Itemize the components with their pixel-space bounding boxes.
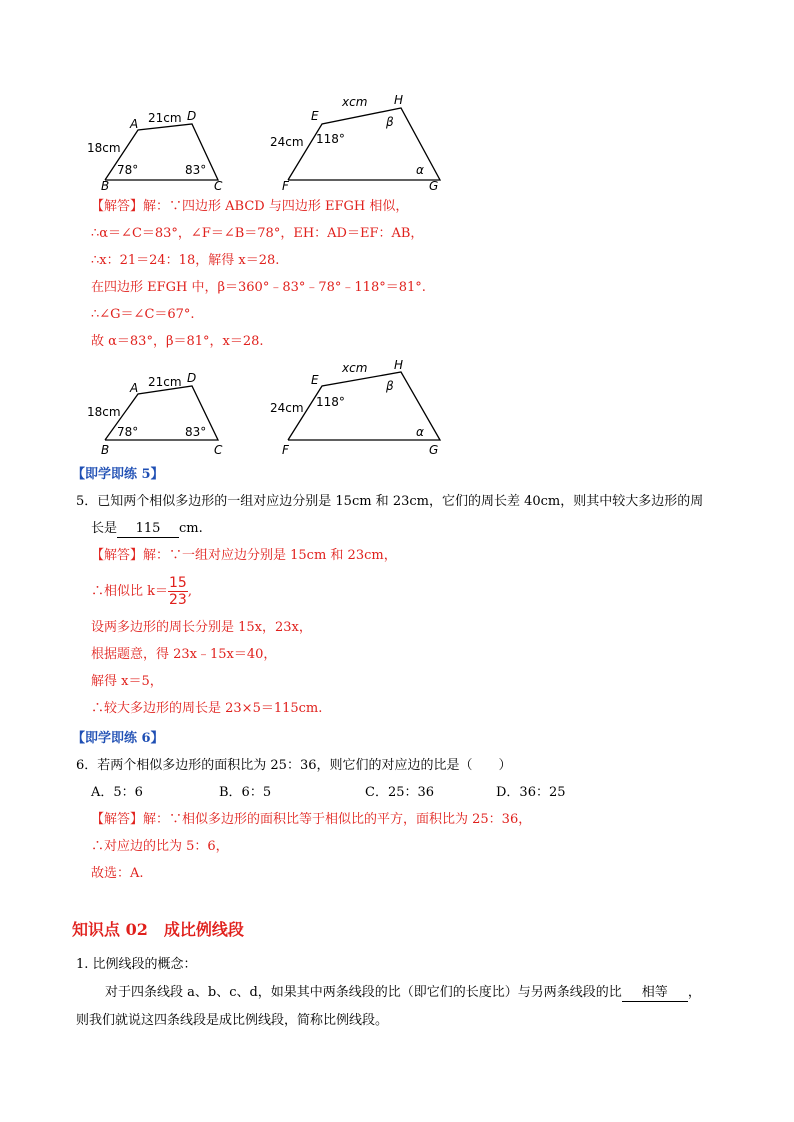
definition-pre: 对于四条线段 a、b、c、d，如果其中两条线段的比（即它们的长度比）与另两条线段的比: [105, 985, 622, 1000]
side-eh-label: xcm: [342, 95, 368, 109]
figure-abcd-2: [85, 370, 245, 462]
vertex-e: E: [311, 373, 319, 387]
side-ad-label: 21cm: [148, 111, 182, 125]
knowledge-heading: 知识点 02 成比例线段: [72, 920, 244, 939]
fraction-numerator: 15: [169, 575, 187, 591]
angle-b-label: 78°: [117, 425, 139, 439]
answer-blank: 115: [117, 521, 179, 538]
vertex-g: G: [429, 443, 439, 457]
question5-post: cm.: [179, 521, 203, 536]
vertex-a: A: [130, 117, 139, 131]
ratio-post: ,: [187, 584, 192, 599]
vertex-g: G: [429, 179, 439, 192]
fraction-denominator: 23: [169, 592, 187, 608]
option-a: A．5：6: [91, 785, 143, 800]
solution6-line-2: ∴对应边的比为 5：6，: [91, 839, 229, 854]
angle-e-label: 118°: [316, 395, 345, 409]
option-b: B．6：5: [219, 785, 272, 800]
vertex-h: H: [394, 93, 404, 107]
option-c: C．25：36: [365, 785, 435, 800]
section5-title: 【即学即练 5】: [72, 467, 164, 482]
option-d: D．36：25: [496, 785, 566, 800]
solution5-line-4: 根据题意，得 23x﹣15x＝40，: [91, 647, 277, 662]
vertex-c: C: [214, 443, 223, 457]
question5-pre: 长是: [91, 521, 118, 536]
angle-c-label: 83°: [185, 163, 207, 177]
vertex-d: D: [187, 371, 197, 385]
solution5-line-2: [91, 575, 192, 608]
vertex-c: C: [214, 179, 223, 192]
figure-efgh-1: [268, 90, 448, 192]
solution5-line-1: 【解答】解：∵一组对应边分别是 15cm 和 23cm，: [91, 548, 397, 563]
vertex-h: H: [394, 358, 404, 372]
vertex-b: B: [101, 179, 110, 192]
definition-blank: 相等: [622, 985, 688, 1002]
question5-line-1: 5．已知两个相似多边形的一组对应边分别是 15cm 和 23cm，它们的周长差 40cm，则其中较大多边形的周: [76, 494, 704, 509]
vertex-f: F: [282, 443, 289, 457]
vertex-e: E: [311, 109, 319, 123]
section6-title: 【即学即练 6】: [72, 731, 164, 746]
angle-e-label: 118°: [316, 132, 345, 146]
vertex-a: A: [130, 381, 139, 395]
side-ef-label: 24cm: [270, 135, 304, 149]
question5-line-2: [91, 521, 203, 538]
solution5-line-3: 设两多边形的周长分别是 15x，23x，: [91, 620, 312, 635]
angle-g-label: α: [416, 163, 424, 177]
solution4-line-6: 故 α＝83°，β＝81°，x＝28.: [91, 334, 264, 349]
definition-post: ，: [687, 985, 701, 1000]
question6: 6．若两个相似多边形的面积比为 25：36，则它们的对应边的比是（ ）: [76, 758, 512, 773]
solution4-line-2: ∴α＝∠C＝83°，∠F＝∠B＝78°，EH：AD＝EF：AB，: [91, 226, 424, 241]
vertex-f: F: [282, 179, 289, 192]
ratio-label: ∴相似比 k＝: [91, 584, 169, 599]
vertex-b: B: [101, 443, 110, 457]
figure-abcd-1: [85, 100, 245, 192]
solution5-line-5: 解得 x＝5，: [91, 674, 163, 689]
solution4-line-3: ∴x：21＝24：18，解得 x＝28.: [91, 253, 280, 268]
side-ef-label: 24cm: [270, 401, 304, 415]
solution6-line-1: 【解答】解：∵相似多边形的面积比等于相似比的平方，面积比为 25：36，: [91, 812, 532, 827]
figure-efgh-2: [268, 356, 448, 460]
side-eh-label: xcm: [342, 361, 368, 375]
ratio-fraction: [168, 575, 188, 608]
solution5-line-6: ∴较大多边形的周长是 23×5＝115cm.: [91, 701, 323, 716]
side-ad-label: 21cm: [148, 375, 182, 389]
solution6-line-3: 故选：A.: [91, 866, 144, 881]
angle-b-label: 78°: [117, 163, 139, 177]
angle-c-label: 83°: [185, 425, 207, 439]
side-ab-label: 18cm: [87, 405, 121, 419]
knowledge-item-1: 1. 比例线段的概念：: [76, 957, 197, 972]
solution4-line-4: 在四边形 EFGH 中，β＝360°﹣83°﹣78°﹣118°＝81°.: [91, 280, 426, 295]
definition-line-2: 则我们就说这四条线段是成比例线段，简称比例线段。: [76, 1013, 389, 1028]
angle-g-label: α: [416, 425, 424, 439]
side-ab-label: 18cm: [87, 141, 121, 155]
angle-h-label: β: [386, 115, 394, 129]
vertex-d: D: [187, 109, 197, 123]
solution4-line-1: 【解答】解：∵四边形 ABCD 与四边形 EFGH 相似，: [91, 199, 409, 214]
angle-h-label: β: [386, 379, 394, 393]
solution4-line-5: ∴∠G＝∠C＝67°.: [91, 307, 195, 322]
definition-line-1: [105, 985, 701, 1002]
